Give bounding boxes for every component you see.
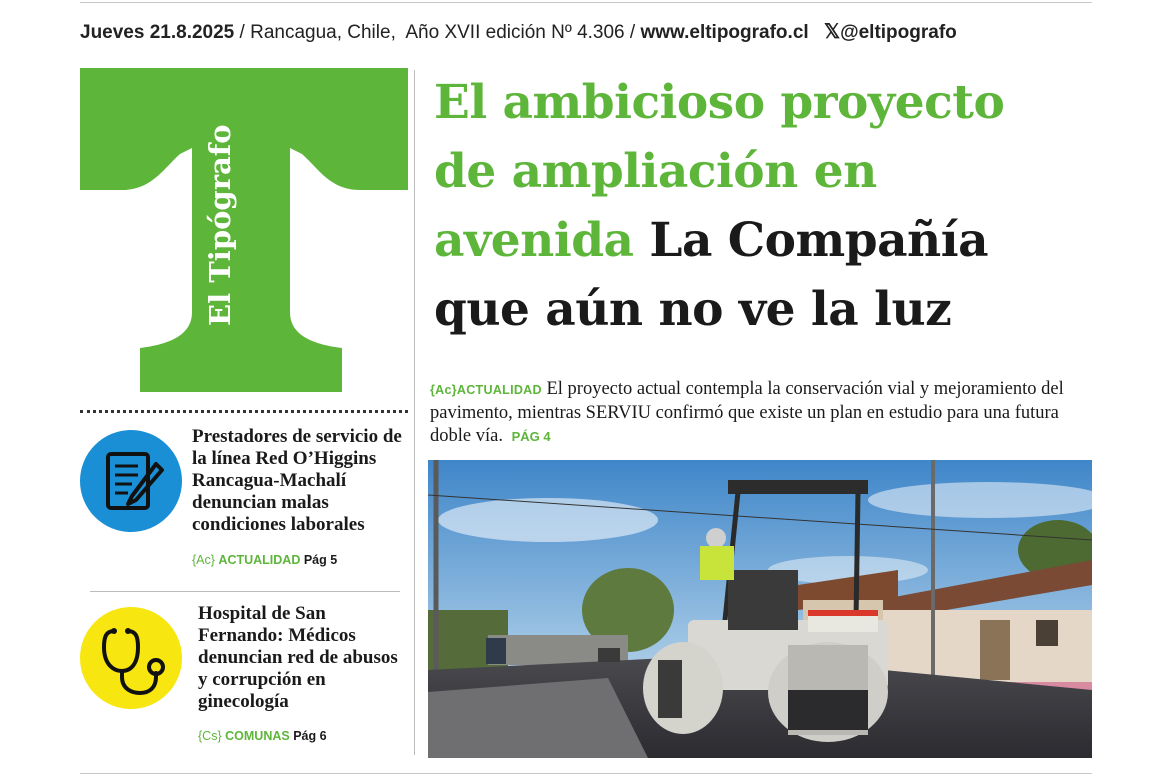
story-meta	[198, 729, 327, 743]
issue-location: Rancagua, Chile,	[250, 22, 396, 43]
column-divider	[414, 70, 415, 755]
story-section[interactable]: COMUNAS	[225, 729, 290, 743]
bottom-rule	[80, 773, 1092, 774]
story-page-ref[interactable]: Pág 5	[303, 553, 338, 567]
lead-page-ref[interactable]: PÁG 4	[511, 429, 551, 444]
story-section-code: {Ac}	[192, 553, 215, 567]
masthead-logo[interactable]	[80, 68, 408, 392]
story-title[interactable]: Prestadores de servicio de la línea Red O’Higgins Rancagua-Machalí denuncian malas condiciones laborales	[192, 426, 402, 535]
headline-green-part: El ambicioso proyecto de ampliación en avenida	[434, 75, 1005, 268]
logo-wordmark: El Tipógrafo	[203, 124, 237, 326]
story-divider	[90, 591, 400, 592]
story-icon-circle	[80, 607, 182, 709]
social-handle-link[interactable]: @eltipografo	[840, 22, 957, 43]
issue-edition: Año XVII edición Nº 4.306	[405, 22, 625, 43]
road-roller-photo	[428, 460, 1092, 758]
stethoscope-icon	[80, 607, 182, 709]
lead-summary	[430, 378, 1095, 448]
t-logo-icon	[80, 68, 408, 392]
story-icon-circle	[80, 430, 182, 532]
document-pen-icon	[80, 430, 182, 532]
lead-photo[interactable]	[428, 460, 1092, 758]
dateline	[80, 19, 1092, 44]
lead-summary-text: El proyecto actual contempla la conservación vial y mejoramiento del pavimento, mientras SERVIU confirmó que existe un plan en estudio para una futura doble vía.	[430, 379, 1064, 446]
headline-dark-part: La Compañía que aún no ve la luz	[434, 213, 989, 337]
story-section[interactable]: ACTUALIDAD	[218, 553, 301, 567]
dateline-separator: /	[239, 22, 245, 43]
x-logo-icon: 𝕏	[823, 21, 841, 43]
story-title[interactable]: Hospital de San Fernando: Médicos denuncian red de abusos y corrupción en ginecología	[198, 603, 398, 712]
issue-date: Jueves 21.8.2025	[80, 22, 235, 43]
dateline-separator: /	[629, 22, 636, 43]
story-meta	[192, 553, 337, 567]
dotted-divider	[80, 410, 408, 413]
top-rule	[80, 2, 1092, 3]
lead-headline[interactable]	[434, 68, 1074, 344]
website-link[interactable]: www.eltipografo.cl	[640, 22, 809, 43]
story-page-ref[interactable]: Pág 6	[293, 729, 327, 743]
story-section-code: {Cs}	[198, 729, 222, 743]
lead-section-tag[interactable]: {Ac}ACTUALIDAD	[430, 383, 542, 397]
